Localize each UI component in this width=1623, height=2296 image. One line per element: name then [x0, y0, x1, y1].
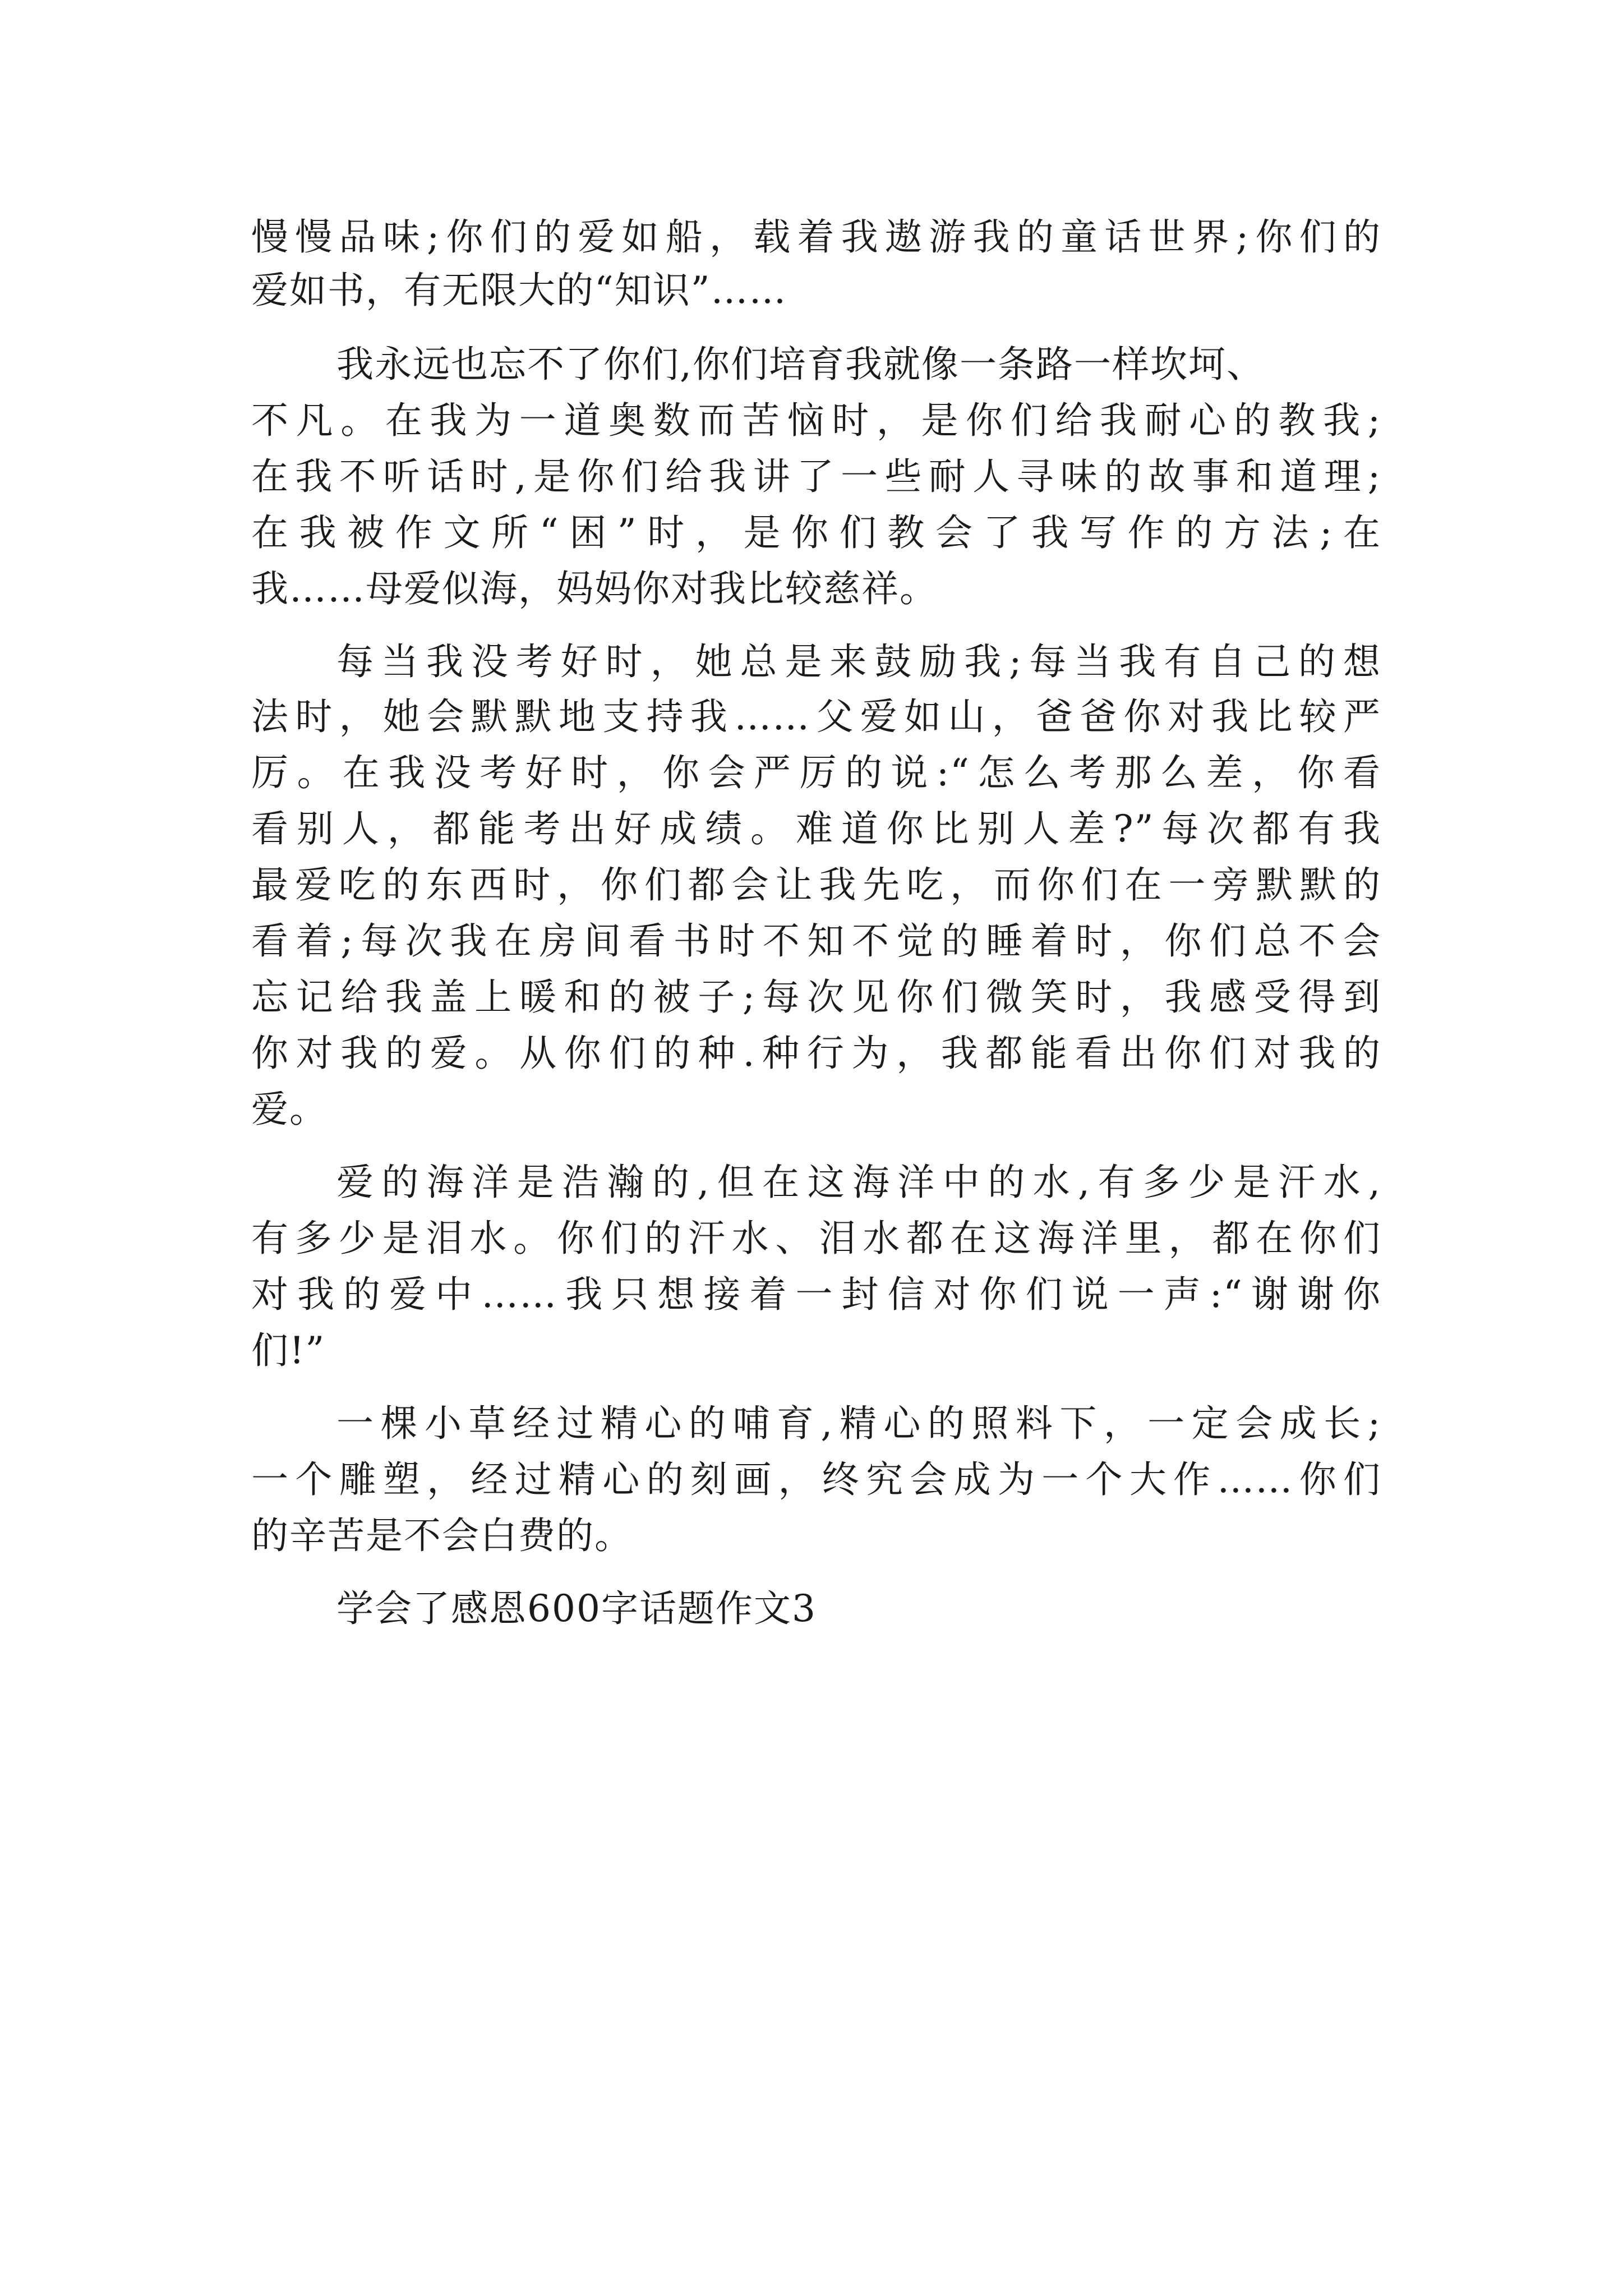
text-line: 看着;每次我在房间看书时不知不觉的睡着时，你们总不会 — [251, 919, 1381, 963]
text-line: 有多少是泪水。你们的汗水、泪水都在这海洋里，都在你们 — [251, 1217, 1381, 1260]
text-line: 看别人，都能考出好成绩。难道你比别人差?”每次都有我 — [251, 807, 1381, 850]
text-line: 在我不听话时,是你们给我讲了一些耐人寻味的故事和道理; — [251, 455, 1381, 498]
text-line: 法时，她会默默地支持我……父爱如山，爸爸你对我比较严 — [251, 695, 1381, 738]
text-line: 的辛苦是不会白费的。 — [251, 1514, 633, 1557]
paragraph-first-line: 每当我没考好时，她总是来鼓励我;每当我有自己的想 — [336, 640, 1381, 683]
text-line: 慢慢品味;你们的爱如船，载着我遨游我的童话世界;你们的 — [251, 215, 1381, 259]
text-line: 爱。 — [251, 1088, 328, 1131]
section-heading: 学会了感恩600字话题作文3 — [336, 1587, 817, 1630]
text-line: 最爱吃的东西时，你们都会让我先吃，而你们在一旁默默的 — [251, 863, 1381, 907]
text-line: 不凡。在我为一道奥数而苦恼时，是你们给我耐心的教我; — [251, 399, 1381, 442]
paragraph-first-line: 一棵小草经过精心的哺育,精心的照料下，一定会成长; — [336, 1402, 1381, 1445]
text-line: 厉。在我没考好时，你会严厉的说:“怎么考那么差，你看 — [251, 751, 1381, 794]
text-line: 我……母爱似海，妈妈你对我比较慈祥。 — [251, 567, 938, 610]
text-line: 你对我的爱。从你们的种.种行为，我都能看出你们对我的 — [251, 1032, 1381, 1075]
text-line: 爱如书，有无限大的“知识”…… — [251, 269, 787, 312]
paragraph-first-line: 我永远也忘不了你们,你们培育我就像一条路一样坎坷、 — [336, 343, 1265, 386]
paragraph-first-line: 爱的海洋是浩瀚的,但在这海洋中的水,有多少是汗水, — [336, 1161, 1381, 1204]
text-line: 在我被作文所“困”时，是你们教会了我写作的方法;在 — [251, 511, 1381, 554]
text-line: 一个雕塑，经过精心的刻画，终究会成为一个大作……你们 — [251, 1458, 1381, 1501]
text-line: 对我的爱中……我只想接着一封信对你们说一声:“谢谢你 — [251, 1273, 1381, 1316]
text-line: 们!” — [251, 1329, 326, 1372]
text-line: 忘记给我盖上暖和的被子;每次见你们微笑时，我感受得到 — [251, 976, 1381, 1019]
